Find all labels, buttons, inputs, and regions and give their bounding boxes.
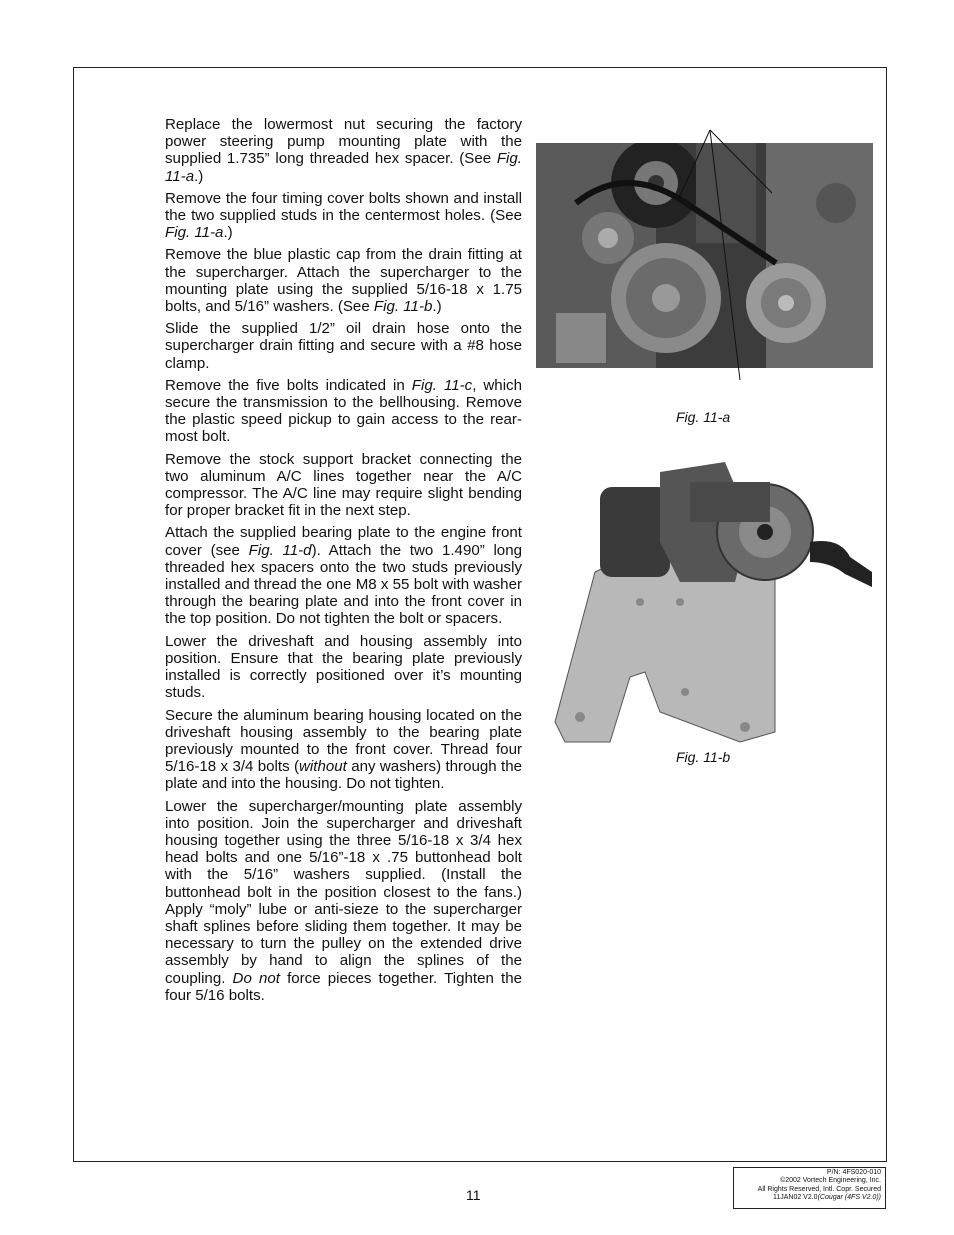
- figure-reference: without: [299, 758, 347, 776]
- instruction-steps: [165, 116, 522, 1009]
- instruction-step: [165, 190, 522, 242]
- copyright-box: [733, 1167, 886, 1209]
- instruction-step: [165, 377, 522, 446]
- figure-11-b-caption: Fig. 11-b: [676, 749, 731, 765]
- version: 11JAN02 V2.0: [772, 1193, 818, 1201]
- rights-line: All Rights Reserved, Intl. Copr. Secured: [757, 1185, 881, 1193]
- step-text: Slide the supplied 1/2” oil drain hose onto the supercharger drain fitting and secure with a #8 hose clamp.: [165, 320, 522, 372]
- part-number: P/N: 4FS020-010: [826, 1169, 881, 1176]
- instruction-step: [165, 451, 522, 520]
- step-text: Remove the stock support bracket connecting the two aluminum A/C lines together near the A/C compressor. The A/C line may require slight bending for proper bracket fit in the next step.: [165, 450, 522, 520]
- instruction-step: [165, 633, 522, 702]
- step-text: force pieces together. Tighten the four 5/16 bolts.: [165, 969, 522, 1004]
- figure-reference: Do not: [232, 969, 280, 987]
- instruction-step: [165, 524, 522, 627]
- version-line: [738, 1194, 881, 1202]
- instruction-step: [165, 798, 522, 1004]
- version-note: (Cougar (4FS V2.0)): [817, 1193, 881, 1201]
- step-text: any washers) through the plate and into the housing. Do not tighten.: [165, 758, 522, 793]
- step-text: Remove the blue plastic cap from the drain fitting at the supercharger. Attach the supercharger to the mounting plate using the supplied 5/16-18 x 1.75 bolts, and 5/16” washers. (See: [165, 246, 522, 316]
- instruction-step: [165, 116, 522, 185]
- supercharger-plate-illustration: [550, 462, 872, 747]
- copyright-line: ©2002 Vortech Engineering, Inc.: [780, 1177, 881, 1185]
- step-text: Secure the aluminum bearing housing located on the driveshaft housing assembly to the bearing plate previously mounted to the front cover. Thread four 5/16-18 x 3/4 bolts (: [165, 706, 522, 776]
- step-text: Replace the lowermost nut securing the factory power steering pump mounting plate with the supplied 1.735” long threaded hex spacer. (See: [165, 116, 522, 168]
- step-text: .): [194, 167, 204, 185]
- figure-reference: Fig. 11-b: [373, 298, 433, 316]
- instruction-step: [165, 246, 522, 315]
- step-text: .): [223, 224, 233, 242]
- figure-reference: Fig. 11-c: [411, 376, 473, 394]
- step-text: Remove the five bolts indicated in: [165, 376, 412, 394]
- figure-11-b-photo: [550, 462, 872, 747]
- step-text: Lower the supercharger/mounting plate assembly into position. Join the supercharger and driveshaft housing together using the three 5/16-18 x 3/4 hex head bolts and one 5/16”-18 x .75 buttonhead bolt with the 5/16” washers supplied. (Install the buttonhead bolt in the position closest to the fans.) Apply “moly” lube or anti-sieze to the supercharger shaft splines before sliding them together. It may be necessary to turn the pulley on the extended drive assembly by hand to align the splines of the coupling.: [165, 797, 522, 987]
- step-text: Lower the driveshaft and housing assembly into position. Ensure that the bearing plate previously installed is correctly positioned over it’s mounting studs.: [165, 632, 522, 702]
- figure-reference: Fig. 11-a: [165, 224, 224, 242]
- figure-11-a-leader-lines: [660, 125, 890, 385]
- step-text: , which secure the transmission to the bellhousing. Remove the plastic speed pickup to gain access to the rear-most bolt.: [165, 376, 522, 446]
- figure-11-a-caption: Fig. 11-a: [676, 409, 731, 425]
- step-text: Remove the four timing cover bolts shown and install the two supplied studs in the centermost holes. (See: [165, 189, 522, 225]
- figure-reference: Fig. 11-d: [248, 541, 312, 559]
- figure-reference: Fig. 11-a: [165, 150, 522, 185]
- step-text: ). Attach the two 1.490” long threaded hex spacers onto the two studs previously installed and thread the one M8 x 55 bolt with washer through the bearing plate and into the front cover in the top position. Do not tighten the bolt or spacers.: [165, 541, 522, 628]
- page-number: 11: [466, 1187, 481, 1203]
- step-text: .): [432, 298, 442, 316]
- instruction-step: [165, 320, 522, 372]
- step-text: Attach the supplied bearing plate to the engine front cover (see: [165, 524, 522, 559]
- instruction-step: [165, 707, 522, 793]
